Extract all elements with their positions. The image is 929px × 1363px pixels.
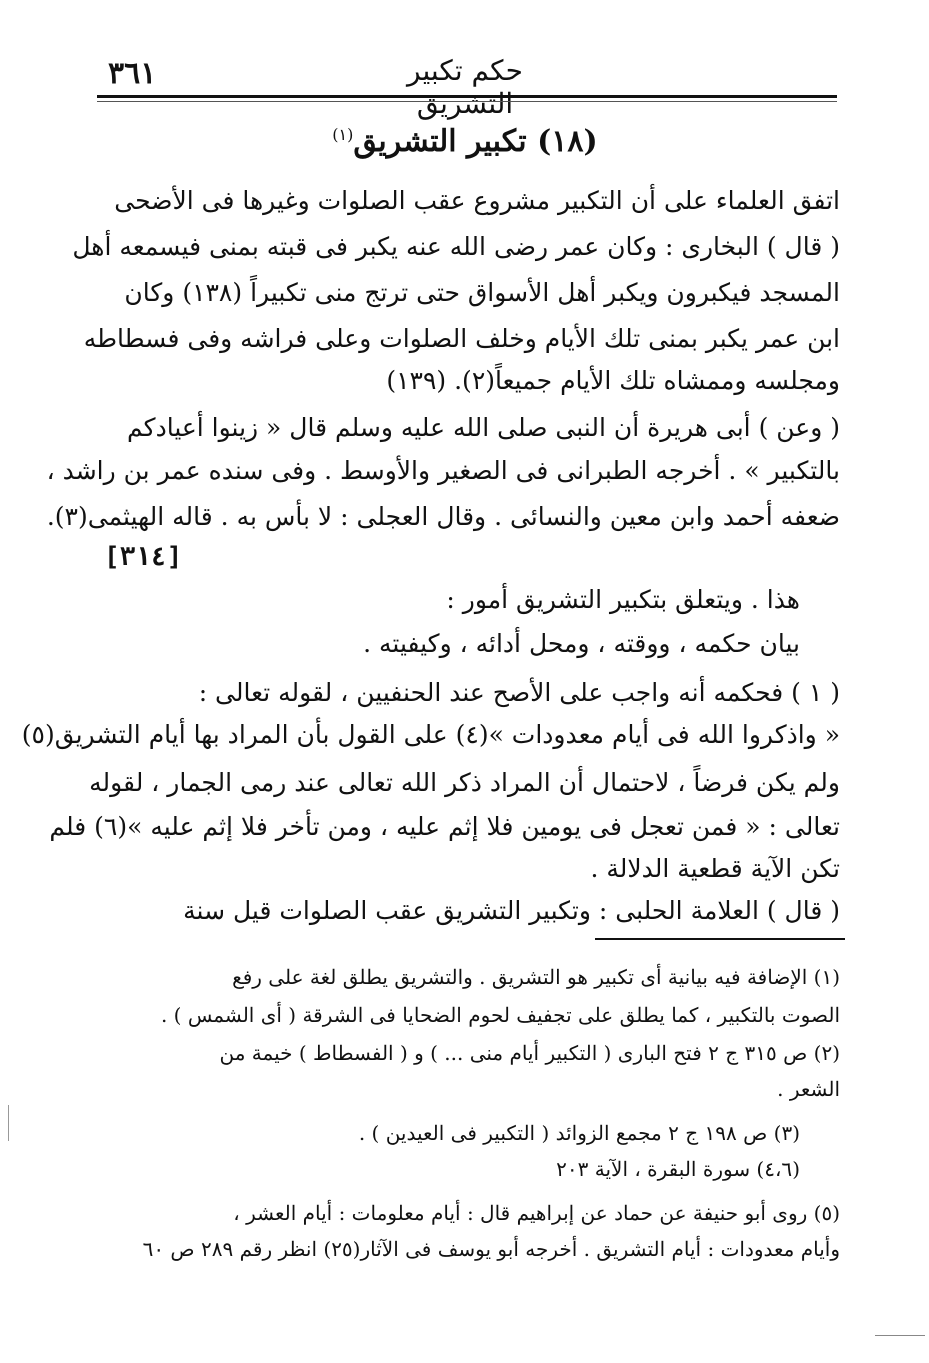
footnote-line-4: الشعر . (777, 1077, 840, 1101)
paragraph-3-line-1: هذا . ويتعلق بتكبير التشريق أمور : (446, 585, 800, 614)
section-heading (300, 124, 630, 159)
section-heading-text: (١٨) تكبير التشريق (353, 124, 598, 159)
footnote-line-2: الصوت بالتكبير ، كما يطلق على تجفيف لحوم الضحايا فى الشرقة ( أى الشمس ) . (160, 1003, 840, 1027)
paragraph-1-line-4: ابن عمر يكبر بمنى تلك الأيام وخلف الصلوات وعلى فراشه وفى فسطاطه (83, 324, 840, 353)
footnote-line-8: وأيام معدودات : أيام التشريق . أخرجه أبو يوسف فى الآثار(٢٥) انظر رقم ٢٨٩ ص ٦٠ (142, 1237, 840, 1261)
running-title: حكم تكبير التشريق (407, 54, 523, 120)
paragraph-1-line-3: المسجد فيكبرون ويكبر أهل الأسواق حتى ترتج منى تكبيراً (١٣٨) وكان (124, 278, 840, 307)
paragraph-4-line-5: تكن الآية قطعية الدلالة . (590, 854, 840, 883)
footnote-line-7: (٥) روى أبو حنيفة عن حماد عن إبراهيم قال : أيام معلومات : أيام العشر ، (233, 1201, 840, 1225)
paragraph-2-line-3: ضعفه أحمد وابن معين والنسائى . وقال العجلى : لا بأس به . قاله الهيثمى(٣). (46, 502, 840, 531)
header-rule (97, 95, 837, 98)
page-number: ٣٦١ (108, 56, 157, 91)
paragraph-4-line-1: ( ١ ) فحكمه أنه واجب على الأصح عند الحنفيين ، لقوله تعالى : (198, 678, 840, 707)
margin-mark (8, 1105, 9, 1141)
paragraph-4-line-3: ولم يكن فرضاً ، لاحتمال أن المراد ذكر الله تعالى عند رمى الجمار ، لقوله (89, 768, 840, 797)
footnote-line-1: (١) الإضافة فيه بيانية أى تكبير هو التشريق . والتشريق يطلق لغة على رفع (232, 965, 840, 989)
footnote-line-3: (٢) ص ٣١٥ ج ٢ فتح البارى ( التكبير أيام منى ... ) و ( الفسطاط ) خيمة من (219, 1041, 840, 1065)
header-rule-thin (97, 101, 837, 102)
footnote-rule (595, 938, 845, 940)
footnote-line-6: (٤،٦) سورة البقرة ، الآية ٢٠٣ (556, 1157, 800, 1181)
reference-tag: [٣١٤] (104, 542, 183, 572)
paragraph-2-line-2: بالتكبير » . أخرجه الطبرانى فى الصغير والأوسط . وفى سنده عمر بن راشد ، (46, 456, 840, 485)
paragraph-1-line-2: ( قال ) البخارى : وكان عمر رضى الله عنه يكبر فى قبته بمنى فيسمعه أهل (72, 232, 840, 261)
paragraph-5-line-1: ( قال ) العلامة الحلبى : وتكبير التشريق عقب الصلوات قيل سنة (183, 896, 840, 925)
paragraph-4-line-2: « واذكروا الله فى أيام معدودات »(٤) على القول بأن المراد بها أيام التشريق(٥) (21, 720, 840, 749)
paragraph-2-line-1: ( وعن ) أبى هريرة أن النبى صلى الله عليه وسلم قال « زينوا أعيادكم (127, 413, 840, 442)
paragraph-3-line-2: بيان حكمه ، ووقته ، ومحل أدائه ، وكيفيته . (363, 629, 800, 658)
paragraph-4-line-4: تعالى : « فمن تعجل فى يومين فلا إثم عليه ، ومن تأخر فلا إثم عليه »(٦) فلم (49, 812, 840, 841)
section-heading-note: (١) (332, 125, 354, 144)
paragraph-1-line-5: ومجلسه وممشاه تلك الأيام جميعاً(٢). (١٣٩) (386, 366, 840, 395)
footnote-line-5: (٣) ص ١٩٨ ج ٢ مجمع الزوائد ( التكبير فى العيدين ) . (358, 1121, 800, 1145)
bottom-mark (875, 1335, 925, 1336)
paragraph-1-line-1: اتفق العلماء على أن التكبير مشروع عقب الصلوات وغيرها فى الأضحى (114, 186, 840, 215)
